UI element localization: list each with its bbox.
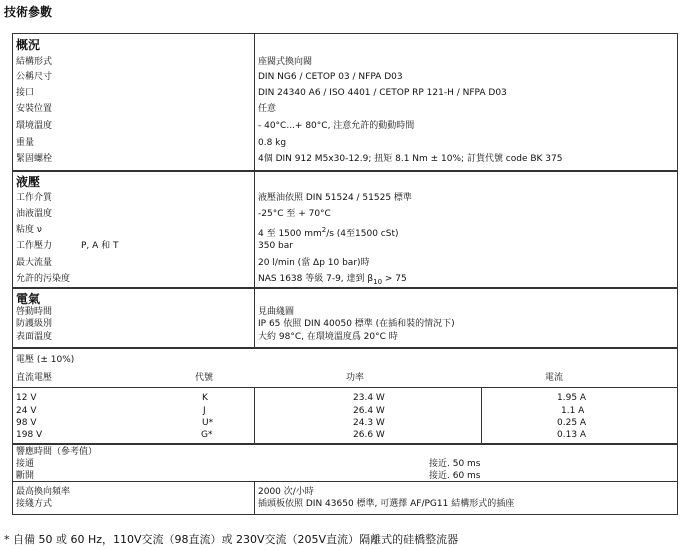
electrical-label: 啓動時間: [16, 307, 53, 317]
freq-label: 最高換向頻率: [16, 487, 71, 497]
general-section: [12, 33, 678, 171]
column-divider: [254, 172, 255, 287]
medium-value: 液壓油依照 DIN 51524 / 51525 標準: [258, 193, 412, 203]
current-cell: 1.95 A: [557, 393, 587, 403]
hydraulic-section: [12, 171, 678, 288]
general-value: 座閥式換向閥: [258, 57, 313, 67]
electrical-label: 防護級別: [16, 319, 53, 329]
voltage-header: 直流電壓: [16, 373, 53, 383]
electrical-heading: 電氣: [16, 292, 41, 306]
voltage-section: [12, 348, 678, 444]
freq-value: 2000 次/小時: [258, 487, 314, 497]
off-value: 接近. 60 ms: [429, 471, 481, 481]
power-cell: 26.6 W: [353, 430, 385, 440]
power-cell: 23.4 W: [353, 393, 385, 403]
on-value: 接近. 50 ms: [429, 459, 481, 469]
flow-value: 20 l/min (當 Δp 10 bar)時: [258, 258, 370, 268]
footnote: * 自備 50 或 60 Hz，110V交流（98直流）或 230V交流（205V直流）隔離式的硅橋整流器: [4, 533, 459, 546]
page-title: 技術參數: [4, 5, 53, 19]
voltage-title: 電壓 (± 10%): [16, 355, 75, 365]
column-divider: [254, 481, 255, 514]
general-label: 公稱尺寸: [16, 72, 53, 82]
column-divider: [254, 34, 255, 170]
column-divider: [481, 387, 482, 443]
response-section: [12, 444, 678, 515]
off-label: 斷開: [16, 471, 35, 481]
pressure-value: 350 bar: [258, 241, 293, 251]
current-cell: 1.1 A: [561, 406, 585, 416]
on-label: 接通: [16, 459, 35, 469]
general-value: 4個 DIN 912 M5x30-12.9; 扭矩 8.1 Nm ± 10%; 訂貨代號 code BK 375: [258, 154, 563, 164]
electrical-section: [12, 288, 678, 348]
general-heading: 概況: [16, 38, 41, 52]
oil-temp-label: 油液溫度: [16, 209, 53, 219]
general-value: 0.8 kg: [258, 138, 287, 148]
oil-temp-value: -25°C 至 + 70°C: [258, 209, 331, 219]
contamination-label: 允許的污染度: [16, 274, 71, 284]
general-label: 結構形式: [16, 57, 53, 67]
general-label: 接口: [16, 88, 35, 98]
code-cell: J: [203, 406, 206, 416]
general-value: DIN 24340 A6 / ISO 4401 / CETOP RP 121-H / NFPA D03: [258, 88, 507, 98]
header-divider: [13, 387, 677, 388]
current-header: 電流: [545, 373, 564, 383]
general-value: DIN NG6 / CETOP 03 / NFPA D03: [258, 72, 403, 82]
medium-label: 工作介質: [16, 193, 53, 203]
voltage-cell: 198 V: [16, 430, 43, 440]
power-header: 功率: [346, 373, 365, 383]
power-cell: 26.4 W: [353, 406, 385, 416]
general-label: 環境溫度: [16, 121, 53, 131]
general-label: 安裝位置: [16, 104, 53, 114]
current-cell: 0.13 A: [557, 430, 587, 440]
viscosity-label: 粘度 ν: [16, 225, 42, 235]
pressure-ports: P, A 和 T: [81, 241, 119, 251]
voltage-cell: 24 V: [16, 406, 37, 416]
contamination-value: NAS 1638 等級 7-9, 達到 $\beta_{10} > 75$: [258, 274, 407, 286]
pressure-label: 工作壓力: [16, 241, 53, 251]
voltage-cell: 98 V: [16, 418, 37, 428]
column-divider: [254, 387, 255, 443]
electrical-value: IP 65 依照 DIN 40050 標準 (在插和裝的情況下): [258, 319, 455, 329]
general-label: 緊固螺栓: [16, 154, 53, 164]
connection-value: 插頭板依照 DIN 43650 標準, 可選擇 AF/PG11 結構形式的插座: [258, 499, 515, 509]
general-value: 任意: [258, 104, 277, 114]
general-label: 重量: [16, 138, 35, 148]
electrical-value: 大約 98°C, 在環境溫度爲 20°C 時: [258, 332, 398, 342]
electrical-value: 見曲綫圖: [258, 307, 295, 317]
viscosity-value: 4 至 1500 $mm^2/s$ (4至1500 cSt): [258, 226, 399, 239]
general-value: - 40°C...+ 80°C, 注意允許的動動時間: [258, 121, 415, 131]
current-cell: 0.25 A: [557, 418, 587, 428]
voltage-cell: 12 V: [16, 393, 37, 403]
hydraulic-heading: 液壓: [16, 175, 41, 189]
code-cell: U*: [202, 418, 214, 428]
column-divider: [254, 289, 255, 347]
flow-label: 最大流量: [16, 258, 53, 268]
row-divider: [13, 481, 677, 482]
code-cell: G*: [201, 430, 213, 440]
connection-label: 接綫方式: [16, 499, 53, 509]
code-header: 代號: [195, 373, 214, 383]
electrical-label: 表面溫度: [16, 332, 53, 342]
power-cell: 24.3 W: [353, 418, 385, 428]
code-cell: K: [202, 393, 208, 403]
response-title: 響應時間（參考值）: [16, 447, 98, 457]
